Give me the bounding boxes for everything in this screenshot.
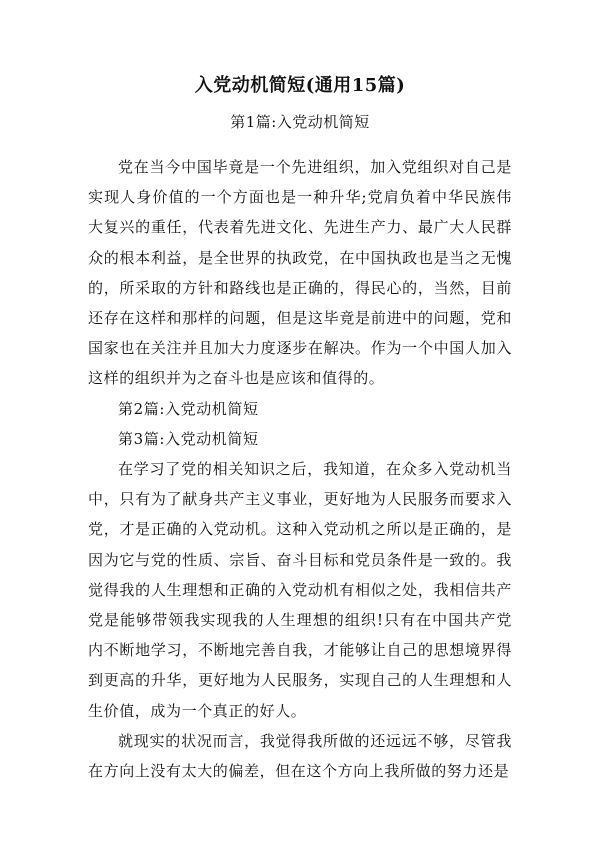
document-title: 入党动机简短(通用15篇) [194, 75, 406, 96]
paragraph: 就现实的状况而言，我觉得我所做的还远远不够，尽管我在方向上没有太大的偏差，但在这个方向上我所做的努力还是 [88, 731, 512, 781]
paragraph: 在学习了党的相关知识之后，我知道，在众多入党动机当中，只有为了献身共产主义事业，更好地为人民服务而要求入党，才是正确的入党动机。这种入党动机之所以是正确的，是因为它与党的性质、宗旨、奋斗目标和党员条件是一致的。我觉得我的人生理想和正确的入党动机有相似之处，我相信共产党是能够带领我实现我的人生理想的组织!只有在中国共产党内不断地学习，不断地完善自我，才能够让自己的思想境界得到更高的升华，更好地为人民服务，实现自己的人生理想和人生价值，成为一个真正的好人。 [88, 460, 512, 720]
section-heading: 第2篇:入党动机简短 [118, 399, 259, 418]
section-heading: 第3篇:入党动机简短 [118, 429, 259, 448]
document-subtitle: 第1篇:入党动机简短 [230, 113, 370, 131]
document-body [88, 152, 512, 786]
paragraph: 党在当今中国毕竟是一个先进组织，加入党组织对自己是实现人身价值的一个方面也是一种升华;党肩负着中华民族伟大复兴的重任，代表着先进文化、先进生产力、最广大人民群众的根本利益，是全世界的执政党，在中国执政也是当之无愧的，所采取的方针和路线也是正确的，得民心的，当然，目前还存在这样和那样的问题，但是这毕竟是前进中的问题，党和国家也在关注并且加大力度逐步在解决。作为一个中国人加入这样的组织并为之奋斗也是应该和值得的。 [88, 158, 512, 388]
